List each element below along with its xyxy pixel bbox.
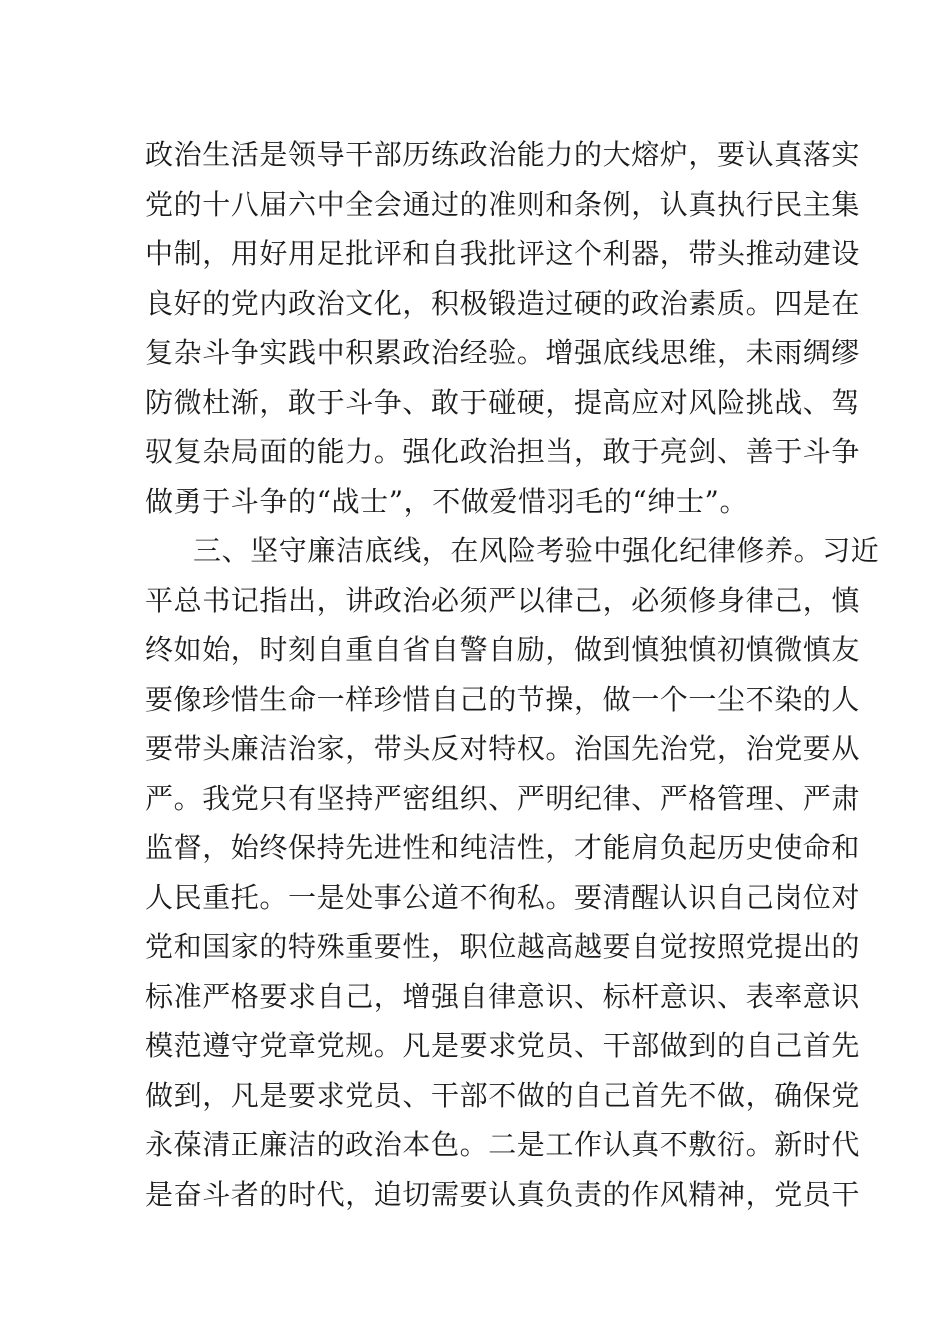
text-line: 党和国家的特殊重要性，职位越高越要自觉按照党提出的 — [145, 930, 861, 963]
text-line: 党的十八届六中全会通过的准则和条例，认真执行民主集 — [145, 187, 861, 221]
text-line: 良好的党内政治文化，积极锻造过硬的政治素质。四是在 — [145, 286, 861, 320]
body-text — [145, 130, 880, 1219]
text-line: 要带头廉洁治家，带头反对特权。治国先治党，治党要从 — [145, 732, 861, 765]
text-line: 永葆清正廉洁的政治本色。二是工作认真不敷衍。新时代 — [145, 1128, 861, 1161]
text-line: 是奋斗者的时代，迫切需要认真负责的作风精神，党员干 — [145, 1177, 861, 1211]
text-line: 驭复杂局面的能力。强化政治担当，敢于亮剑、善于斗争 — [145, 435, 861, 468]
text-line: 政治生活是领导干部历练政治能力的大熔炉，要认真落实 — [145, 138, 861, 171]
text-line: 防微杜渐，敢于斗争、敢于碰硬，提高应对风险挑战、驾 — [145, 385, 861, 419]
section-heading-line: 三、坚守廉洁底线，在风险考验中强化纪律修养。习近 — [193, 534, 880, 567]
text-line: 平总书记指出，讲政治必须严以律己，必须修身律己，慎 — [145, 583, 861, 617]
text-line: 监督，始终保持先进性和纯洁性，才能肩负起历史使命和 — [145, 831, 861, 864]
text-line: 做勇于斗争的“战士”，不做爱惜羽毛的“绅士”。 — [145, 484, 749, 518]
text-line: 严。我党只有坚持严密组织、严明纪律、严格管理、严肃 — [145, 781, 861, 815]
text-line: 人民重托。一是处事公道不徇私。要清醒认识自己岗位对 — [145, 880, 861, 914]
text-line: 终如始，时刻自重自省自警自励，做到慎独慎初慎微慎友 — [145, 633, 861, 666]
text-line: 标准严格要求自己，增强自律意识、标杆意识、表率意识 — [145, 979, 861, 1013]
text-line: 复杂斗争实践中积累政治经验。增强底线思维，未雨绸缪 — [145, 336, 861, 369]
text-line: 模范遵守党章党规。凡是要求党员、干部做到的自己首先 — [145, 1029, 861, 1062]
text-line: 中制，用好用足批评和自我批评这个利器，带头推动建设 — [145, 237, 861, 270]
text-line: 要像珍惜生命一样珍惜自己的节操，做一个一尘不染的人 — [145, 682, 861, 716]
text-line: 做到，凡是要求党员、干部不做的自己首先不做，确保党 — [145, 1078, 861, 1112]
